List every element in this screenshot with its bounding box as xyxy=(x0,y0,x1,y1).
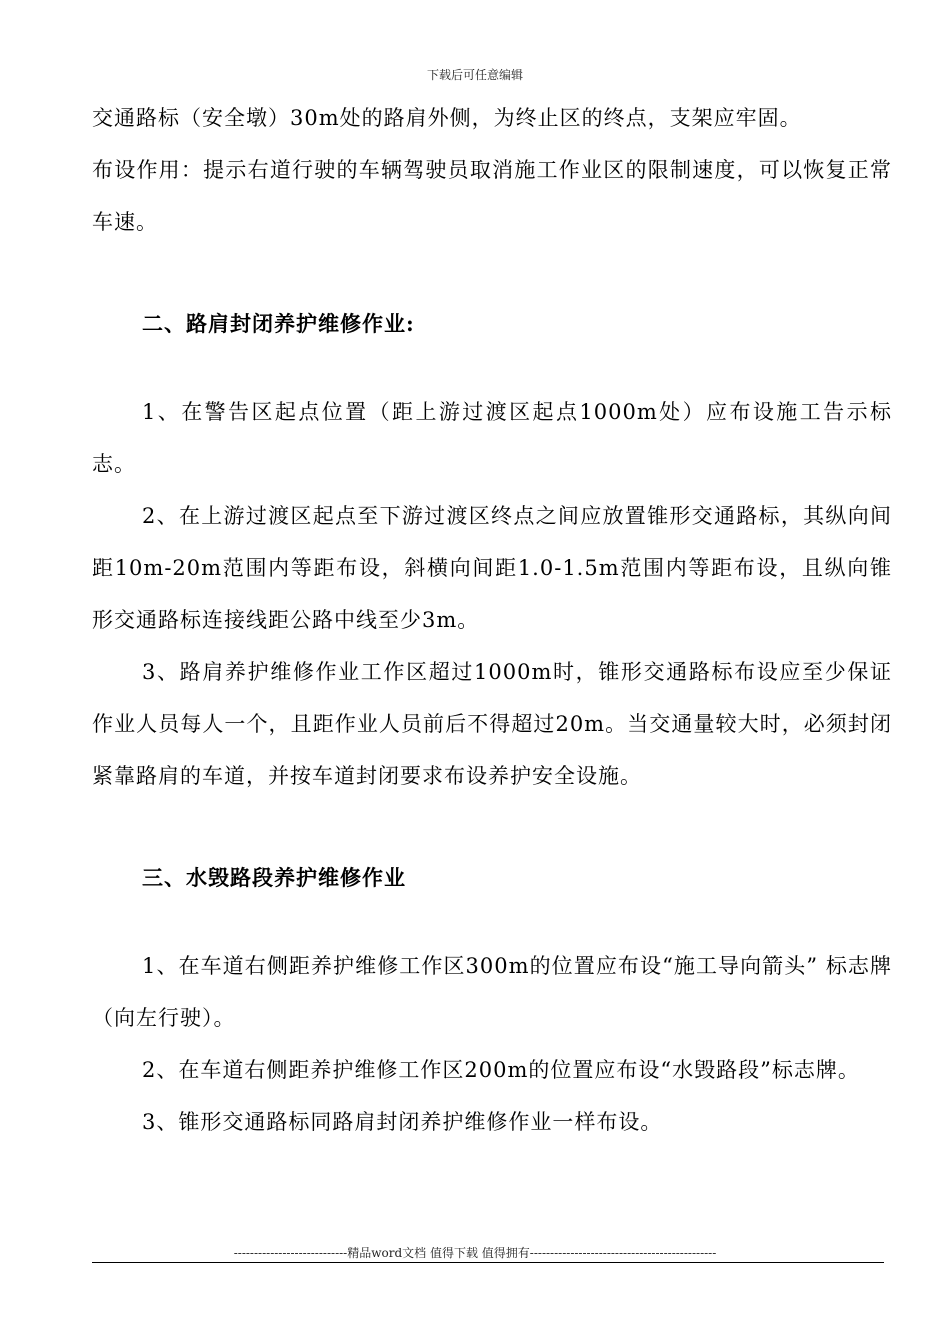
spacer xyxy=(92,350,892,386)
intro-paragraph-1: 交通路标（安全墩）30m处的路肩外侧，为终止区的终点，支架应牢固。 xyxy=(92,106,802,130)
spacer xyxy=(92,248,892,298)
section-3-item-3: 3、锥形交通路标同路肩封闭养护维修作业一样布设。 xyxy=(142,1110,663,1134)
section-2-item-1: 1、在警告区起点位置（距上游过渡区起点1000m处）应布设施工告示标志。 xyxy=(92,400,892,476)
spacer xyxy=(92,802,892,852)
footer-divider xyxy=(92,1262,884,1263)
document-body xyxy=(92,92,892,1148)
page-header: 下载后可任意编辑 xyxy=(426,68,523,82)
section-2-item-2: 2、在上游过渡区起点至下游过渡区终点之间应放置锥形交通路标，其纵向间距10m-20m范围内等距布设，斜横向间距1.0-1.5m范围内等距布设，且纵向锥形交通路标连接线距公路中线至少3m。 xyxy=(92,504,892,632)
page-footer: ----------------------------精品word文档 值得下载 值得拥有---------------------------------------------- xyxy=(233,1246,717,1260)
section-3-item-1: 1、在车道右侧距养护维修工作区300m的位置应布设“施工导向箭头” 标志牌（向左行驶）。 xyxy=(92,954,892,1030)
intro-paragraph-2: 布设作用：提示右道行驶的车辆驾驶员取消施工作业区的限制速度，可以恢复正常车速。 xyxy=(92,158,892,234)
section-3-item-2: 2、在车道右侧距养护维修工作区200m的位置应布设“水毁路段”标志牌。 xyxy=(142,1058,860,1082)
spacer xyxy=(92,904,892,940)
section-2-heading: 二、路肩封闭养护维修作业: xyxy=(142,311,415,336)
section-3-heading: 三、水毁路段养护维修作业 xyxy=(142,865,406,890)
section-2-item-3: 3、路肩养护维修作业工作区超过1000m时，锥形交通路标布设应至少保证作业人员每人一个，且距作业人员前后不得超过20m。当交通量较大时，必须封闭紧靠路肩的车道，并按车道封闭要求布设养护安全设施。 xyxy=(92,660,892,788)
